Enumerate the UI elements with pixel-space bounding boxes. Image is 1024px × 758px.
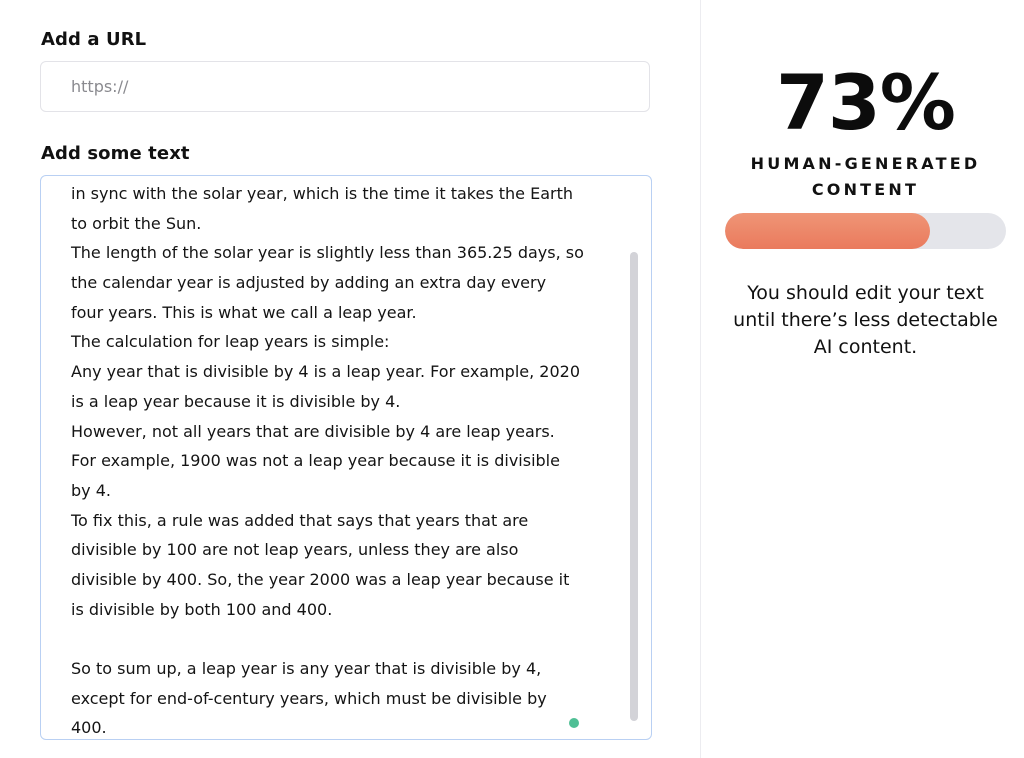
url-field[interactable] <box>40 61 650 112</box>
text-line: except for end-of-century years, which must be divisible by <box>71 688 547 708</box>
text-line: 400. <box>71 718 107 738</box>
text-line: to orbit the Sun. <box>71 213 202 233</box>
result-panel <box>701 0 1024 758</box>
score-progress-bar <box>725 213 1006 249</box>
score-progress-fill <box>725 213 930 249</box>
text-line: The length of the solar year is slightly less than 365.25 days, so <box>71 243 584 263</box>
advice-text <box>701 280 1024 361</box>
text-line: by 4. <box>71 480 111 500</box>
text-line: However, not all years that are divisible by 4 are leap years. <box>71 421 555 441</box>
text-line: divisible by 400. So, the year 2000 was a leap year because it <box>71 569 570 589</box>
text-line: is divisible by both 100 and 400. <box>71 599 333 619</box>
advice-line2: until there’s less detectable <box>733 309 998 331</box>
advice-line3: AI content. <box>813 336 918 358</box>
score-caption-line1: HUMAN-GENERATED <box>750 154 981 173</box>
text-line: in sync with the solar year, which is the time it takes the Earth <box>71 184 574 203</box>
text-line: is a leap year because it is divisible by 4. <box>71 391 401 411</box>
text-line: To fix this, a rule was added that says that years that are <box>71 510 529 530</box>
url-input[interactable] <box>41 62 631 111</box>
text-input-area[interactable] <box>40 175 652 740</box>
text-line: So to sum up, a leap year is any year that is divisible by 4, <box>71 659 542 678</box>
url-label: Add a URL <box>41 29 147 50</box>
text-line <box>71 624 599 654</box>
text-content[interactable] <box>71 179 599 740</box>
text-line: the calendar year is adjusted by adding an extra day every <box>71 273 547 293</box>
text-line: divisible by 100 are not leap years, unless they are also <box>71 540 519 560</box>
text-line: Any year that is divisible by 4 is a leap year. For example, 2020 <box>71 362 581 382</box>
score-caption-line2: CONTENT <box>811 180 920 199</box>
text-line: The calculation for leap years is simple: <box>71 332 390 352</box>
textarea-scrollbar[interactable] <box>630 252 638 721</box>
human-score-percent: 73% <box>776 58 955 147</box>
score-caption <box>701 151 1024 203</box>
text-line: For example, 1900 was not a leap year because it is divisible <box>71 451 560 471</box>
text-label: Add some text <box>41 143 190 164</box>
text-line: four years. This is what we call a leap year. <box>71 302 417 322</box>
status-dot-icon <box>569 718 579 728</box>
advice-line1: You should edit your text <box>747 282 984 304</box>
